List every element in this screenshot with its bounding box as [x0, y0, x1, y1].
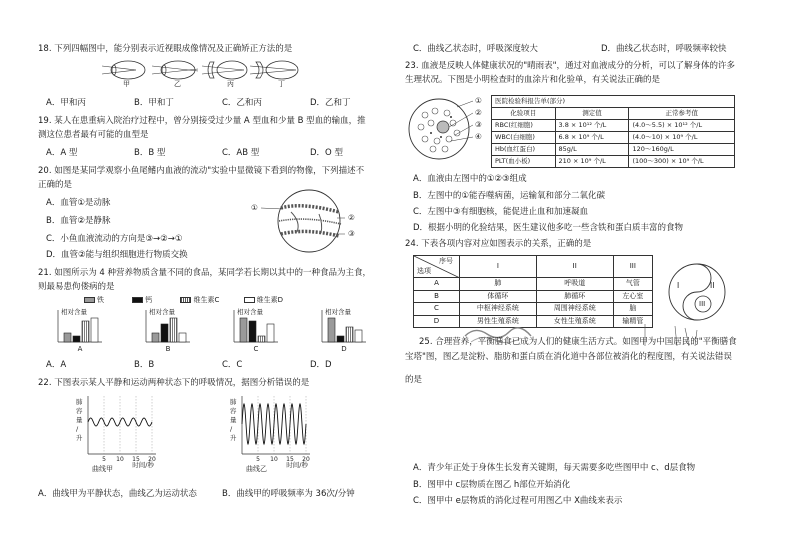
bar-a-0: [64, 333, 71, 342]
q21-chart-b: [146, 307, 190, 353]
x-tick-label: 15: [286, 456, 294, 463]
q20-label-3: ③: [348, 229, 355, 238]
table-row: [492, 156, 735, 168]
q24-header-seq: 序号: [439, 257, 453, 265]
y-axis-char: 肺: [76, 398, 83, 406]
x-tick-label: 20: [148, 456, 156, 463]
y-axis-label: 相对含量: [61, 308, 87, 316]
chart-name-label: D: [341, 345, 347, 353]
q23-lab-report: [491, 95, 735, 168]
y-axis-char: 升: [76, 434, 83, 442]
q24-cell: 肺: [460, 278, 537, 291]
q18-label-ding: 丁: [278, 80, 285, 88]
q24-cell: B: [414, 290, 460, 303]
y-axis-char: 容: [230, 407, 237, 415]
q20-option-a[interactable]: A．血管①是动脉: [46, 198, 111, 208]
q20-option-c[interactable]: C．小鱼血液流动的方向是③→②→①: [46, 234, 183, 244]
report-cell: (100～300) × 10⁹ 个/L: [629, 156, 735, 168]
q24-cell: 左心室: [613, 290, 652, 303]
bar-d-2: [346, 327, 353, 342]
legend-label-vitc: 维生素C: [193, 296, 220, 304]
y-axis-char: 升: [230, 434, 237, 442]
q24-table: [413, 255, 653, 328]
q22-breathing-charts: [74, 392, 344, 472]
bar-c-1: [249, 321, 256, 342]
q24-diagram-label-3: III: [699, 300, 706, 308]
legend-swatch-calcium: [132, 297, 143, 303]
q18-stem: 18. 下列四幅图中，能分别表示近视眼成像情况及正确矫正方法的是: [38, 44, 293, 54]
q21-option-c[interactable]: C．C: [222, 360, 243, 370]
q22-option-b[interactable]: B．曲线甲的呼吸频率为 36次/分钟: [222, 489, 355, 499]
curve-name-label: 曲线乙: [246, 465, 267, 473]
q25-stem-line1: 25. 合理营养，平衡膳食已成为人们的健康生活方式。如图甲为中国居民的"平衡膳食: [419, 337, 737, 347]
q24-corner-cell: [414, 256, 460, 278]
q22-option-d[interactable]: D．曲线乙状态时，呼吸频率较快: [601, 44, 727, 54]
report-cell: 120～160g/L: [629, 144, 735, 156]
q18-label-bing: 丙: [227, 80, 234, 88]
x-tick-label: 15: [132, 456, 140, 463]
q23-option-d[interactable]: D．根据小明的化验结果，医生建议他多吃一些含铁和蛋白质丰富的食物: [413, 223, 684, 233]
q21-legend: [84, 296, 283, 305]
y-axis-label: 相对含量: [237, 308, 263, 316]
report-cell: 210 × 10⁹ 个/L: [555, 156, 629, 168]
q18-option-d[interactable]: D．乙和丁: [310, 98, 351, 108]
q24-diagram-label-2: II: [710, 281, 715, 290]
q21-bar-charts: [38, 306, 388, 352]
q21-stem-line1: 21. 如图所示为 4 种营养物质含量不同的食品，某同学若长期以其中的一种食品为主食，: [38, 268, 372, 278]
q18-label-yi: 乙: [174, 80, 181, 88]
report-cell: WBC(白细胞): [492, 132, 556, 144]
bar-b-0: [152, 333, 159, 342]
q20-label-1: ①: [251, 203, 258, 212]
bar-a-1: [73, 336, 80, 342]
q20-label-2: ②: [348, 213, 355, 222]
q25-stem-line3: 的是: [405, 375, 423, 385]
q23-stem-line1: 23. 血液是反映人体健康状况的"晴雨表"，通过对血液成分的分析，可以了解身体的许多: [405, 61, 736, 71]
chart-name-label: B: [165, 345, 171, 353]
q20-option-d[interactable]: D．血管②能与组织细胞进行物质交换: [46, 250, 188, 260]
report-cell: 85g/L: [555, 144, 629, 156]
q19-option-b[interactable]: B．B 型: [134, 148, 166, 158]
q22-curve-yi: [230, 396, 310, 473]
eye-figure-bing: [202, 61, 247, 79]
q25-option-c[interactable]: C．图甲中 e层物质的消化过程可用图乙中 X曲线来表示: [413, 496, 623, 506]
report-header-item: 化验项目: [492, 108, 556, 120]
x-axis-label: 时间/秒: [132, 461, 154, 469]
table-row: [414, 290, 653, 303]
q24-header-2: II: [536, 256, 613, 278]
breathing-curve: [88, 418, 152, 426]
table-row: [414, 303, 653, 316]
q21-option-a[interactable]: A．A: [46, 360, 67, 370]
q25-option-a[interactable]: A．青少年正处于身体生长发育关键期，每天需要多吃些图甲中 c、d层食物: [413, 463, 696, 473]
q24-cell: C: [414, 303, 460, 316]
q20-stem-line2: 正确的是: [38, 180, 73, 190]
q23-blood-smear: [405, 93, 481, 165]
report-cell: PLT(血小板): [492, 156, 556, 168]
chart-name-label: A: [77, 345, 83, 353]
legend-label-iron: 铁: [97, 296, 104, 304]
q23-label-1: ①: [475, 96, 482, 105]
q24-cell: 气管: [613, 278, 652, 291]
legend-label-vitd: 维生素D: [256, 296, 283, 304]
report-header-value: 测定值: [555, 108, 629, 120]
q23-label-3: ③: [475, 120, 482, 129]
bar-b-3: [179, 333, 186, 342]
report-title: 医院检验科报告单(部分): [492, 96, 735, 108]
q24-header-opt: 选项: [417, 267, 431, 276]
y-axis-char: 量: [230, 416, 237, 424]
q24-header-1: I: [460, 256, 537, 278]
q19-option-a[interactable]: A．A 型: [46, 148, 78, 158]
y-axis-char: 容: [76, 407, 83, 415]
chart-name-label: C: [253, 345, 259, 353]
legend-swatch-vitd: [244, 297, 255, 303]
bar-a-3: [91, 318, 98, 342]
q19-option-c[interactable]: C．AB 型: [222, 148, 260, 158]
bar-b-2: [170, 318, 177, 342]
x-tick-label: 5: [256, 456, 260, 463]
q24-cell: D: [414, 315, 460, 328]
bar-d-1: [337, 336, 344, 342]
table-row: [492, 132, 735, 144]
bar-c-3: [267, 324, 274, 342]
q21-chart-c: [234, 307, 278, 353]
q23-option-c[interactable]: C．左图中③有细胞核，能促进止血和加速凝血: [413, 207, 589, 217]
q24-relation-diagram: [667, 262, 727, 322]
y-axis-label: 相对含量: [149, 308, 175, 316]
bar-c-0: [240, 318, 247, 342]
q20-stem-line1: 20. 如图是某同学观察小鱼尾鳍内血液的流动"实验中显微镜下看到的物像，下列描述不: [38, 166, 365, 176]
curve-name-label: 曲线甲: [92, 465, 113, 473]
q21-chart-a: [58, 307, 102, 353]
x-tick-label: 20: [302, 456, 310, 463]
q24-cell: 呼吸道: [536, 278, 613, 291]
report-cell: Hb(血红蛋白): [492, 144, 556, 156]
q24-cell: 脑: [613, 303, 652, 316]
q21-option-d[interactable]: D．D: [310, 360, 332, 370]
q22-curve-jia: [76, 396, 156, 473]
q23-label-4: ④: [475, 132, 482, 141]
y-axis-label: 相对含量: [325, 308, 351, 316]
eye-figure-yi: [152, 61, 198, 79]
bar-d-3: [355, 330, 362, 342]
eye-figure-ding: [250, 61, 298, 79]
y-axis-char: 量: [76, 416, 83, 424]
legend-swatch-iron: [84, 297, 95, 303]
q19-stem-line2: 测这位患者最有可能的血型是: [38, 130, 149, 140]
eye-figure-jia: [102, 61, 145, 79]
q20-option-b[interactable]: B．血管②是静脉: [46, 216, 111, 226]
report-cell: 3.8 × 10¹² 个/L: [555, 120, 629, 132]
q19-stem-line1: 19. 某人在患重病入院治疗过程中，曾分别接受过少量 A 型血和少量 B 型血的输血，推: [38, 116, 366, 126]
q21-chart-d: [322, 307, 366, 353]
q22-option-a[interactable]: A．曲线甲为平静状态，曲线乙为运动状态: [38, 489, 197, 499]
q23-option-a[interactable]: A．血液由左图中的①②③组成: [413, 174, 527, 184]
table-row: [492, 120, 735, 132]
legend-swatch-vitc: [180, 297, 191, 303]
x-axis-label: 时间/秒: [286, 461, 308, 469]
q24-cell: 肺循环: [536, 290, 613, 303]
q21-stem-line2: 则最易患佝偻病的是: [38, 282, 115, 292]
legend-label-calcium: 钙: [145, 296, 153, 304]
x-tick-label: 10: [116, 456, 124, 463]
q24-cell: 女性生殖系统: [536, 315, 613, 328]
q24-cell: 周围神经系统: [536, 303, 613, 316]
report-cell: (4.0～10) × 10⁹ 个/L: [629, 132, 735, 144]
report-cell: RBC(红细胞): [492, 120, 556, 132]
q23-stem-line2: 生理状况。下图是小明检查时的血涂片和化验单，有关说法正确的是: [405, 75, 661, 85]
q25-option-b[interactable]: B．图甲中 c层物质在图乙 h部位开始消化: [413, 480, 571, 490]
y-axis-char: /: [76, 425, 79, 433]
x-tick-label: 10: [270, 456, 278, 463]
q24-cell: 中枢神经系统: [460, 303, 537, 316]
q24-header-3: III: [613, 256, 652, 278]
q20-microscope-view: [251, 188, 351, 254]
q18-option-c[interactable]: C．乙和丙: [222, 98, 262, 108]
q18-option-a[interactable]: A．甲和丙: [46, 98, 86, 108]
q22-option-c[interactable]: C．曲线乙状态时，呼吸深度较大: [413, 44, 538, 54]
report-header-normal: 正常参考值: [629, 108, 735, 120]
report-cell: 6.8 × 10⁹ 个/L: [555, 132, 629, 144]
bar-a-2: [82, 321, 89, 342]
q18-label-jia: 甲: [123, 80, 130, 88]
q18-option-b[interactable]: B．甲和丁: [134, 98, 174, 108]
table-row: [492, 144, 735, 156]
q22-stem: 22. 下图表示某人平静和运动两种状态下的呼吸情况，据图分析错误的是: [38, 378, 310, 388]
x-tick-label: 5: [102, 456, 106, 463]
q24-cell: 输精管: [613, 315, 652, 328]
q24-cell: 男性生殖系统: [460, 315, 537, 328]
q24-cell: 体循环: [460, 290, 537, 303]
report-cell: (4.0～5.5) × 10¹² 个/L: [629, 120, 735, 132]
q24-cell: A: [414, 278, 460, 291]
q24-stem: 24. 下表各项内容对应如图表示的关系，正确的是: [405, 239, 592, 249]
q21-option-b[interactable]: B．B: [134, 360, 155, 370]
y-axis-char: 肺: [230, 398, 237, 406]
q18-eye-figures: [106, 58, 306, 92]
y-axis-char: /: [230, 425, 233, 433]
q23-option-b[interactable]: B．左图中的①能吞噬病菌，运输氧和部分二氧化碳: [413, 191, 605, 201]
q24-diagram-label-1: I: [677, 281, 680, 290]
bar-c-2: [258, 336, 265, 342]
q19-option-d[interactable]: D．O 型: [310, 148, 343, 158]
table-row: [414, 278, 653, 291]
bar-b-1: [161, 324, 168, 342]
q23-label-2: ②: [475, 108, 482, 117]
bar-d-0: [328, 318, 335, 342]
q25-stem-line2: 宝塔"图，图乙是淀粉、脂肪和蛋白质在消化道中各部位被消化的程度图，有关说法错误: [405, 352, 732, 362]
